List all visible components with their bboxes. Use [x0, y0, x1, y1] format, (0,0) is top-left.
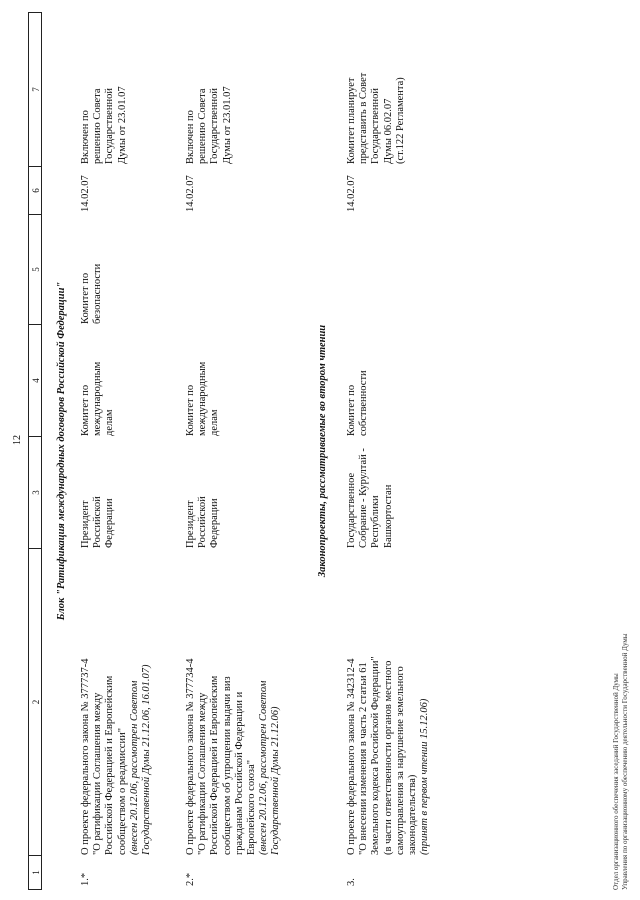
review-date: 14.02.07	[346, 175, 357, 212]
column-header-7: 7	[28, 12, 42, 166]
bill-title-line: О проекте федерального закона № 342312-4	[346, 658, 357, 855]
footer-line: Отдел организационного обеспечения заседаний Государственной Думы	[612, 673, 620, 890]
co-committee-line: безопасности	[92, 263, 104, 324]
bill-title-line: Земельного кодекса Российской Федерации"	[370, 656, 382, 855]
column-header-1: 1	[28, 855, 42, 890]
author-line: Башкортостан	[382, 484, 394, 548]
committee-line: делам	[104, 409, 116, 436]
footer-line: Управления по организационному обеспечению деятельности Государственной Думы	[621, 633, 629, 890]
bill-title	[80, 555, 153, 855]
row-number: 3.	[346, 878, 357, 886]
row-number: 2.*	[185, 872, 196, 886]
bill-title-line: Российской Федерацией и Европейским	[104, 675, 116, 855]
author-line: Собрание - Курултай -	[358, 448, 370, 548]
bill-title-line: сообществом об упрощении выдачи виз	[221, 676, 233, 855]
committee-line: Комитет по	[185, 384, 196, 436]
co-committee	[80, 216, 104, 324]
column-header-6: 6	[28, 166, 42, 214]
co-committee-line: Комитет по	[80, 272, 91, 324]
author-line: Российской	[197, 496, 209, 548]
review-date: 14.02.07	[80, 175, 91, 212]
status-line: Включен по	[80, 110, 91, 164]
bill-note-line: (внесен 20.12.06, рассмотрен Советом	[128, 680, 140, 855]
bill-title-line: (в части ответственности органов местного	[382, 660, 394, 855]
bill-title	[185, 555, 283, 855]
bill-note-line: Государственной Думы 21.12.06)	[270, 706, 282, 855]
bill-title-line: О проекте федерального закона № 377734-4	[185, 658, 196, 855]
committee-line: Комитет по	[346, 384, 357, 436]
bill-title-line: сообществом о реадмиссии"	[116, 728, 128, 855]
author-line: Федерации	[104, 498, 116, 548]
committee-line: делам	[209, 409, 221, 436]
status-line: Думы от 23.01.07	[221, 86, 233, 164]
status-note	[185, 14, 234, 164]
status-line: Комитет планирует	[346, 77, 357, 164]
responsible-committee	[185, 326, 222, 436]
responsible-committee	[346, 326, 370, 436]
committee-line: собственности	[358, 370, 370, 436]
status-line: Государственной	[370, 88, 382, 164]
author-line: Государственное	[346, 472, 357, 548]
bill-author	[80, 438, 117, 548]
bill-title-line: законодательства)	[407, 774, 419, 855]
section-title-second-reading: Законопроекты, рассматриваемые во втором чтении	[317, 324, 328, 578]
bill-title-line: Российской Федерацией и Европейским	[209, 675, 221, 855]
bill-title-line: "О ратификации Соглашения между	[197, 692, 209, 855]
bill-title-line: О проекте федерального закона № 377737-4	[80, 658, 91, 855]
author-line: Президент	[185, 500, 196, 548]
bill-note-line: (принят в первом чтении 15.12.06)	[419, 698, 431, 855]
bill-note-line: Государственной Думы 21.12.06, 16.01.07)	[141, 664, 153, 855]
author-line: Федерации	[209, 498, 221, 548]
bill-title-line: гражданам Российской Федерации и	[233, 691, 245, 855]
bill-title-line: "О внесении изменения в часть 2 статьи 61	[358, 662, 370, 855]
column-header-4: 4	[28, 324, 42, 436]
status-note	[80, 14, 129, 164]
bill-title-line: самоуправления за нарушение земельного	[394, 666, 406, 855]
column-header-2: 2	[28, 548, 42, 855]
responsible-committee	[80, 326, 117, 436]
status-line: (ст.122 Регламента)	[394, 77, 406, 164]
author-line: Президент	[80, 500, 91, 548]
bill-title-line: "О ратификации Соглашения между	[92, 692, 104, 855]
review-date: 14.02.07	[185, 175, 196, 212]
status-line: Включен по	[185, 110, 196, 164]
committee-line: Комитет по	[80, 384, 91, 436]
row-number: 1.*	[80, 872, 91, 886]
status-line: решению Совета	[92, 88, 104, 164]
status-line: Думы от 23.01.07	[116, 86, 128, 164]
page-number: 12	[12, 435, 23, 445]
bill-title-line: Европейского союза"	[246, 759, 258, 855]
section-title-ratification: Блок "Ратификация международных договоров Российской Федерации"	[56, 281, 67, 621]
bill-title	[346, 555, 431, 855]
bill-author	[346, 430, 395, 548]
column-header-3: 3	[28, 436, 42, 548]
bill-author	[185, 438, 222, 548]
footer	[612, 634, 630, 890]
status-line: Государственной	[209, 88, 221, 164]
author-line: Российской	[92, 496, 104, 548]
column-header-5: 5	[28, 214, 42, 324]
status-line: представить в Совет	[358, 72, 370, 164]
status-note	[346, 14, 407, 164]
author-line: Республики	[370, 495, 382, 548]
committee-line: международным	[92, 361, 104, 436]
status-line: решению Совета	[197, 88, 209, 164]
status-line: Думы 06.02.07	[382, 98, 394, 164]
status-line: Государственной	[104, 88, 116, 164]
committee-line: международным	[197, 361, 209, 436]
bill-note-line: (внесен 20.12.06, рассмотрен Советом	[258, 680, 270, 855]
